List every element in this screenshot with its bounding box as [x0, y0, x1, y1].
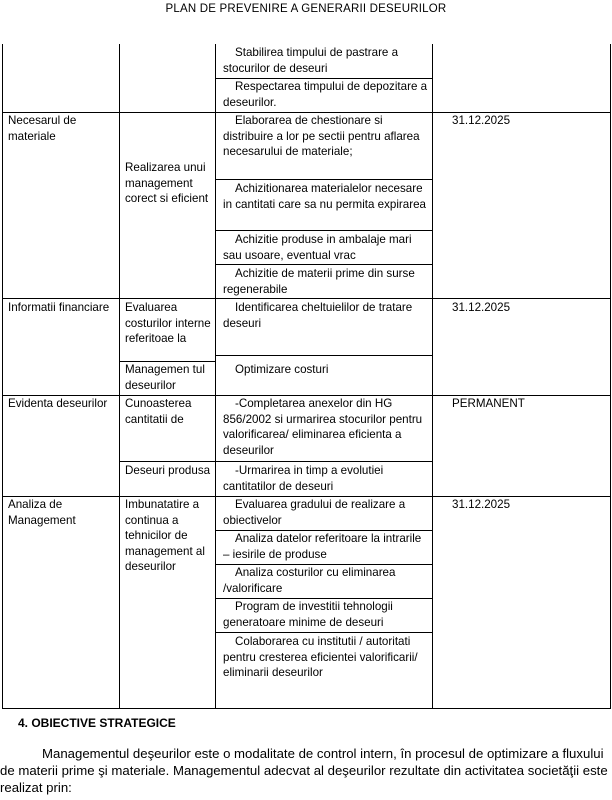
measure-cell: Program de investitii tehnologii generatoare minime de deseuri	[223, 600, 393, 629]
measure-cell: Colaborarea cu institutii / autoritati pentru cresterea eficientei valorificarii/ eliminarii deseurilor	[223, 635, 418, 680]
sub-row-separator	[215, 632, 433, 633]
measure-cell: Optimizare costuri	[235, 363, 329, 376]
measure-cell: -Completarea anexelor din HG 856/2002 si urmarirea stocurilor pentru valorificarea/ eliminarea eficienta a deseurilor	[223, 397, 423, 457]
body-paragraph	[0, 745, 612, 797]
objective-cell: Managemen tul deseurilor	[125, 363, 205, 392]
objective-cell: Realizarea unui management corect si eficient	[125, 161, 209, 206]
column-divider-1	[119, 44, 120, 709]
sub-row-separator	[215, 264, 433, 265]
domain-cell: Informatii financiare	[8, 301, 110, 314]
sub-row-separator	[215, 230, 433, 231]
domain-cell: Necesarul de materiale	[8, 114, 77, 143]
sub-row-separator	[119, 461, 216, 462]
objective-cell: Cunoasterea cantitatii de	[125, 397, 192, 426]
domain-cell: Evidenta deseurilor	[8, 397, 108, 410]
measure-cell: Analiza datelor referitoare la intrarile – iesirile de produse	[223, 532, 422, 561]
table-border-left	[2, 44, 3, 709]
measure-cell: Stabilirea timpului de pastrare a stocurilor de deseuri	[223, 46, 399, 75]
sub-row-separator	[215, 179, 433, 180]
page-header: PLAN DE PREVENIRE A GENERARII DESEURILOR	[165, 3, 447, 15]
measure-cell: Achizitie de materii prime din surse regenerabile	[223, 267, 415, 296]
measure-cell: Respectarea timpului de depozitare a deseurilor.	[223, 80, 428, 109]
measure-cell: Identificarea cheltuielilor de tratare deseuri	[223, 301, 413, 330]
domain-cell: Analiza de Management	[8, 498, 76, 527]
deadline-cell: 31.12.2025	[452, 114, 511, 127]
objective-cell: Evaluarea costurilor interne referitoae la	[125, 301, 211, 346]
column-divider-2	[215, 44, 216, 709]
table-border-right	[610, 44, 611, 709]
deadline-cell: 31.12.2025	[452, 498, 511, 511]
deadline-cell: 31.12.2025	[452, 301, 511, 314]
measure-cell: Achizitie produse in ambalaje mari sau usoare, eventual vrac	[223, 233, 412, 262]
paragraph-text: Managementul deşeurilor este o modalitate de control intern, în procesul de optimizare a fluxului de materii prime şi materiale. Managementul adecvat al deşeurilor rezultate din activitatea societăţii este realizat prin:	[0, 746, 608, 796]
objective-cell: Deseuri produsa	[125, 464, 211, 477]
sub-row-separator	[215, 355, 433, 356]
deadline-cell: PERMANENT	[452, 397, 525, 410]
row-separator	[2, 298, 611, 299]
measure-cell: Evaluarea gradului de realizare a obiectivelor	[223, 498, 406, 527]
objective-cell: Imbunatatire a continua a tehnicilor de management al deseurilor	[125, 498, 205, 574]
measure-cell: Elaborarea de chestionare si distribuire a lor pe sectii pentru aflarea necesarului de materiale;	[223, 114, 420, 159]
column-divider-3	[432, 44, 433, 709]
measure-cell: -Urmarirea in timp a evolutiei cantitatilor de deseuri	[223, 464, 384, 493]
measure-cell: Achizitionarea materialelor necesare in cantitati care sa nu permita expirarea	[223, 182, 426, 211]
section-heading: 4. OBIECTIVE STRATEGICE	[18, 716, 176, 730]
table-border-bottom	[2, 708, 611, 709]
sub-row-separator	[215, 461, 433, 462]
measure-cell: Analiza costurilor cu eliminarea /valorificare	[223, 566, 396, 595]
